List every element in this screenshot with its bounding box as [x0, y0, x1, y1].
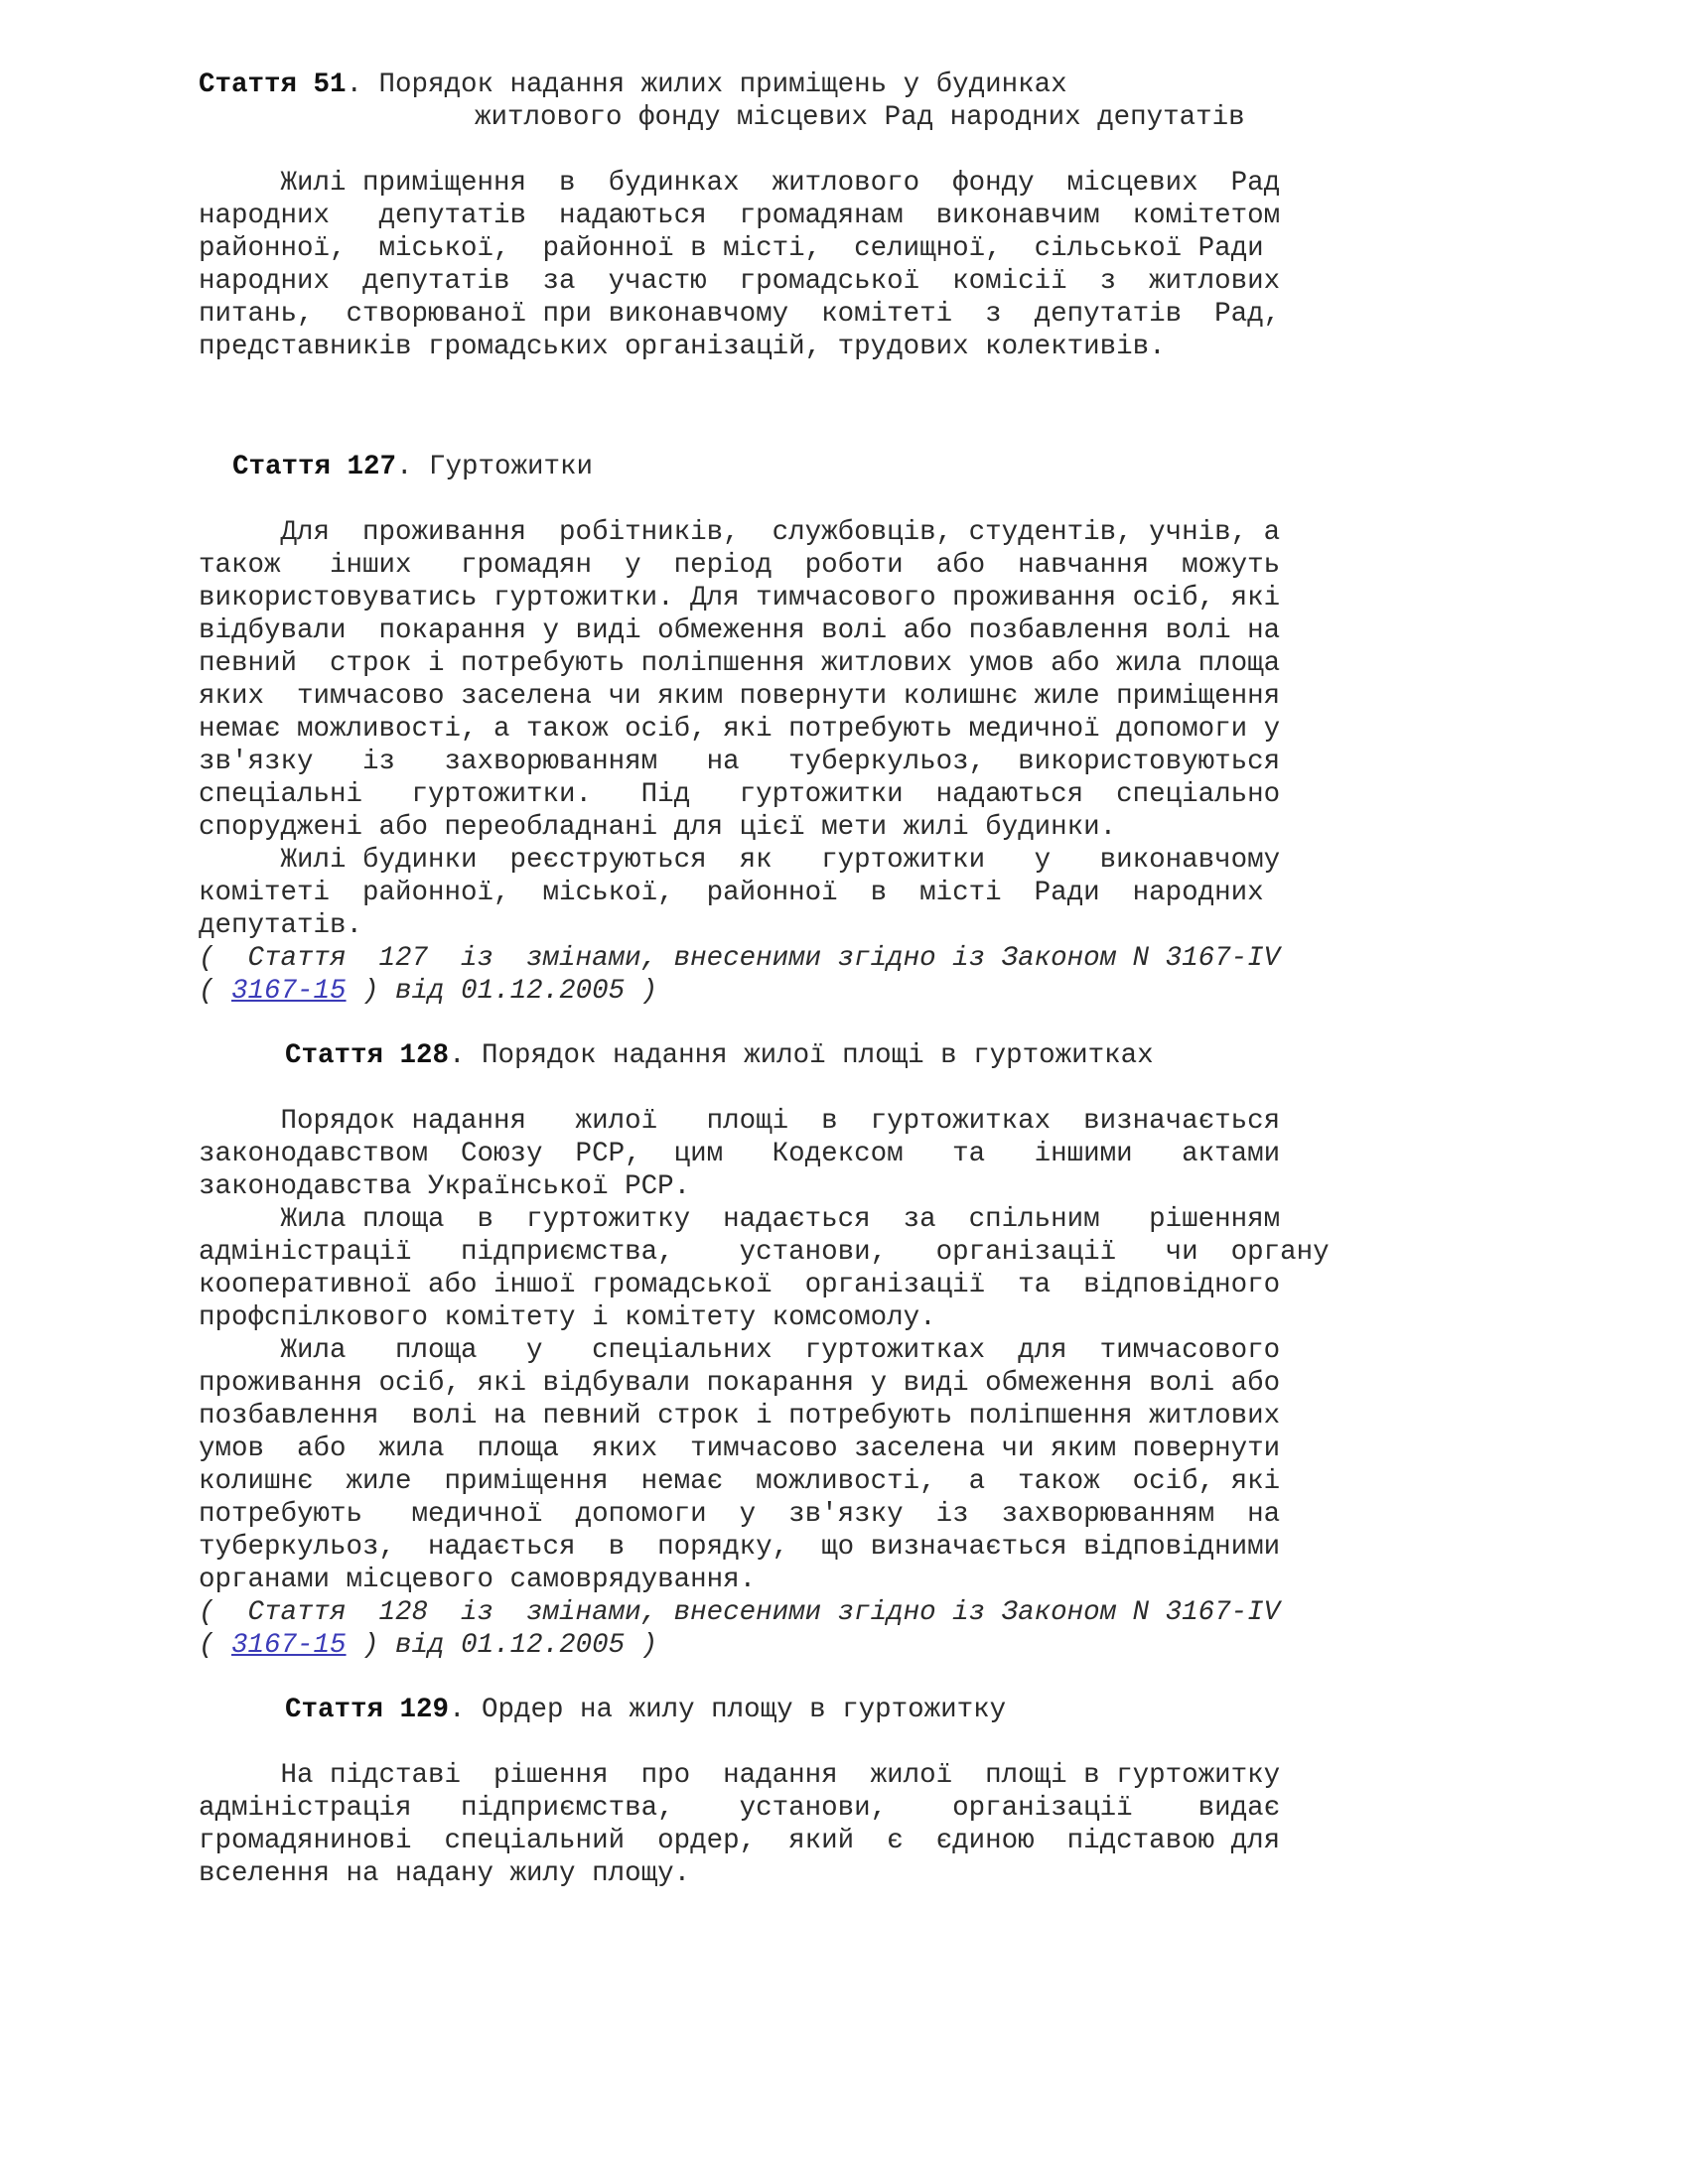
article-127-line: немає можливості, а також осіб, які потребують медичної допомоги у: [199, 714, 1281, 745]
article-127-line: комітеті районної, міської, районної в місті Ради народних: [199, 878, 1264, 908]
article-128-line: законодавства Української РСР.: [199, 1171, 691, 1202]
article-129-label: Стаття 129: [285, 1695, 450, 1725]
article-127-line: використовуватись гуртожитки. Для тимчасового проживання осіб, які: [199, 583, 1281, 614]
article-127-label: Стаття 127: [232, 452, 397, 482]
article-51-line: районної, міської, районної в місті, селищної, сільської Ради: [199, 233, 1264, 264]
article-127-line: певний строк і потребують поліпшення житлових умов або жила площа: [199, 648, 1281, 679]
article-129-heading: [285, 1694, 1006, 1726]
article-128-label: Стаття 128: [285, 1040, 450, 1071]
article-51-line: Жилі приміщення в будинках житлового фонду місцевих Рад: [199, 168, 1281, 199]
law-link-3167-15[interactable]: 3167-15: [231, 1630, 347, 1661]
article-128-line: позбавлення волі на певний строк і потребують поліпшення житлових: [199, 1401, 1281, 1432]
article-129-title: . Ордер на жилу площу в гуртожитку: [449, 1695, 1007, 1725]
article-128-line: Жила площа у спеціальних гуртожитках для тимчасового: [199, 1335, 1281, 1366]
article-129-line: вселення на надану жилу площу.: [199, 1858, 691, 1889]
law-link-3167-15[interactable]: 3167-15: [231, 976, 347, 1007]
article-127-line: Жилі будинки реєструються як гуртожитки у виконавчому: [199, 845, 1281, 876]
article-127-heading: [232, 451, 593, 483]
article-128-line: потребують медичної допомоги у зв'язку із захворюванням на: [199, 1499, 1281, 1530]
article-127-line: споруджені або переобладнані для цієї мети жилі будинки.: [199, 812, 1117, 843]
amendment-ref-open: (: [199, 1630, 232, 1661]
article-128-title: . Порядок надання жилої площі в гуртожитках: [449, 1040, 1154, 1071]
article-127-line: яких тимчасово заселена чи яким повернути колишнє жиле приміщення: [199, 681, 1281, 712]
amendment-ref-date: ) від 01.12.2005 ): [346, 1630, 658, 1661]
article-127-line: також інших громадян у період роботи або навчання можуть: [199, 550, 1281, 581]
article-128-heading: [285, 1039, 1154, 1072]
article-51-label: Стаття 51: [199, 69, 347, 100]
article-128-line: адміністрації підприємства, установи, організації чи органу: [199, 1237, 1330, 1268]
article-128-line: Жила площа в гуртожитку надається за спільним рішенням: [199, 1204, 1281, 1235]
article-128-amendment-note: ( Стаття 128 із змінами, внесеними згідно із Законом N 3167-IV: [199, 1597, 1281, 1628]
article-128-line: колишнє жиле приміщення немає можливості, а також осіб, які: [199, 1466, 1281, 1497]
article-127-amendment-note: ( Стаття 127 із змінами, внесеними згідно із Законом N 3167-IV: [199, 943, 1281, 974]
article-128-line: профспілкового комітету і комітету комсомолу.: [199, 1302, 936, 1333]
article-51-title-continued: житлового фонду місцевих Рад народних депутатів: [475, 102, 1245, 133]
article-128-line: туберкульоз, надається в порядку, що визначається відповідними: [199, 1532, 1281, 1563]
article-128-line: законодавством Союзу РСР, цим Кодексом та іншими актами: [199, 1139, 1281, 1169]
article-51-line: представників громадських організацій, трудових колективів.: [199, 332, 1166, 362]
article-127-line: відбували покарання у виді обмеження волі або позбавлення волі на: [199, 615, 1281, 646]
article-51-title: . Порядок надання жилих приміщень у будинках: [346, 69, 1067, 100]
article-128-line: проживання осіб, які відбували покарання у виді обмеження волі або: [199, 1368, 1281, 1399]
article-128-line: органами місцевого самоврядування.: [199, 1565, 757, 1595]
article-127-line: спеціальні гуртожитки. Під гуртожитки надаються спеціально: [199, 779, 1281, 810]
article-51-line: питань, створюваної при виконавчому комітеті з депутатів Рад,: [199, 299, 1281, 330]
article-127-line: депутатів.: [199, 910, 363, 941]
article-128-line: кооперативної або іншої громадської організації та відповідного: [199, 1270, 1281, 1300]
article-128-line: умов або жила площа яких тимчасово заселена чи яким повернути: [199, 1433, 1281, 1464]
amendment-ref-open: (: [199, 976, 232, 1007]
article-51-line: народних депутатів надаються громадянам виконавчим комітетом: [199, 201, 1281, 231]
article-127-title: . Гуртожитки: [396, 452, 594, 482]
article-129-line: громадянинові спеціальний ордер, який є єдиною підставою для: [199, 1826, 1281, 1856]
article-51-heading: [199, 68, 1067, 101]
article-127-line: зв'язку із захворюванням на туберкульоз, використовуються: [199, 747, 1281, 777]
article-129-line: На підставі рішення про надання жилої площі в гуртожитку: [199, 1760, 1281, 1791]
article-128-line: Порядок надання жилої площі в гуртожитках визначається: [199, 1106, 1281, 1137]
article-129-line: адміністрація підприємства, установи, організації видає: [199, 1793, 1281, 1824]
amendment-ref-date: ) від 01.12.2005 ): [346, 976, 658, 1007]
article-128-amendment-ref: [199, 1629, 657, 1662]
article-127-line: Для проживання робітників, службовців, студентів, учнів, а: [199, 517, 1281, 548]
article-51-line: народних депутатів за участю громадської комісії з житлових: [199, 266, 1281, 297]
article-127-amendment-ref: [199, 975, 657, 1008]
